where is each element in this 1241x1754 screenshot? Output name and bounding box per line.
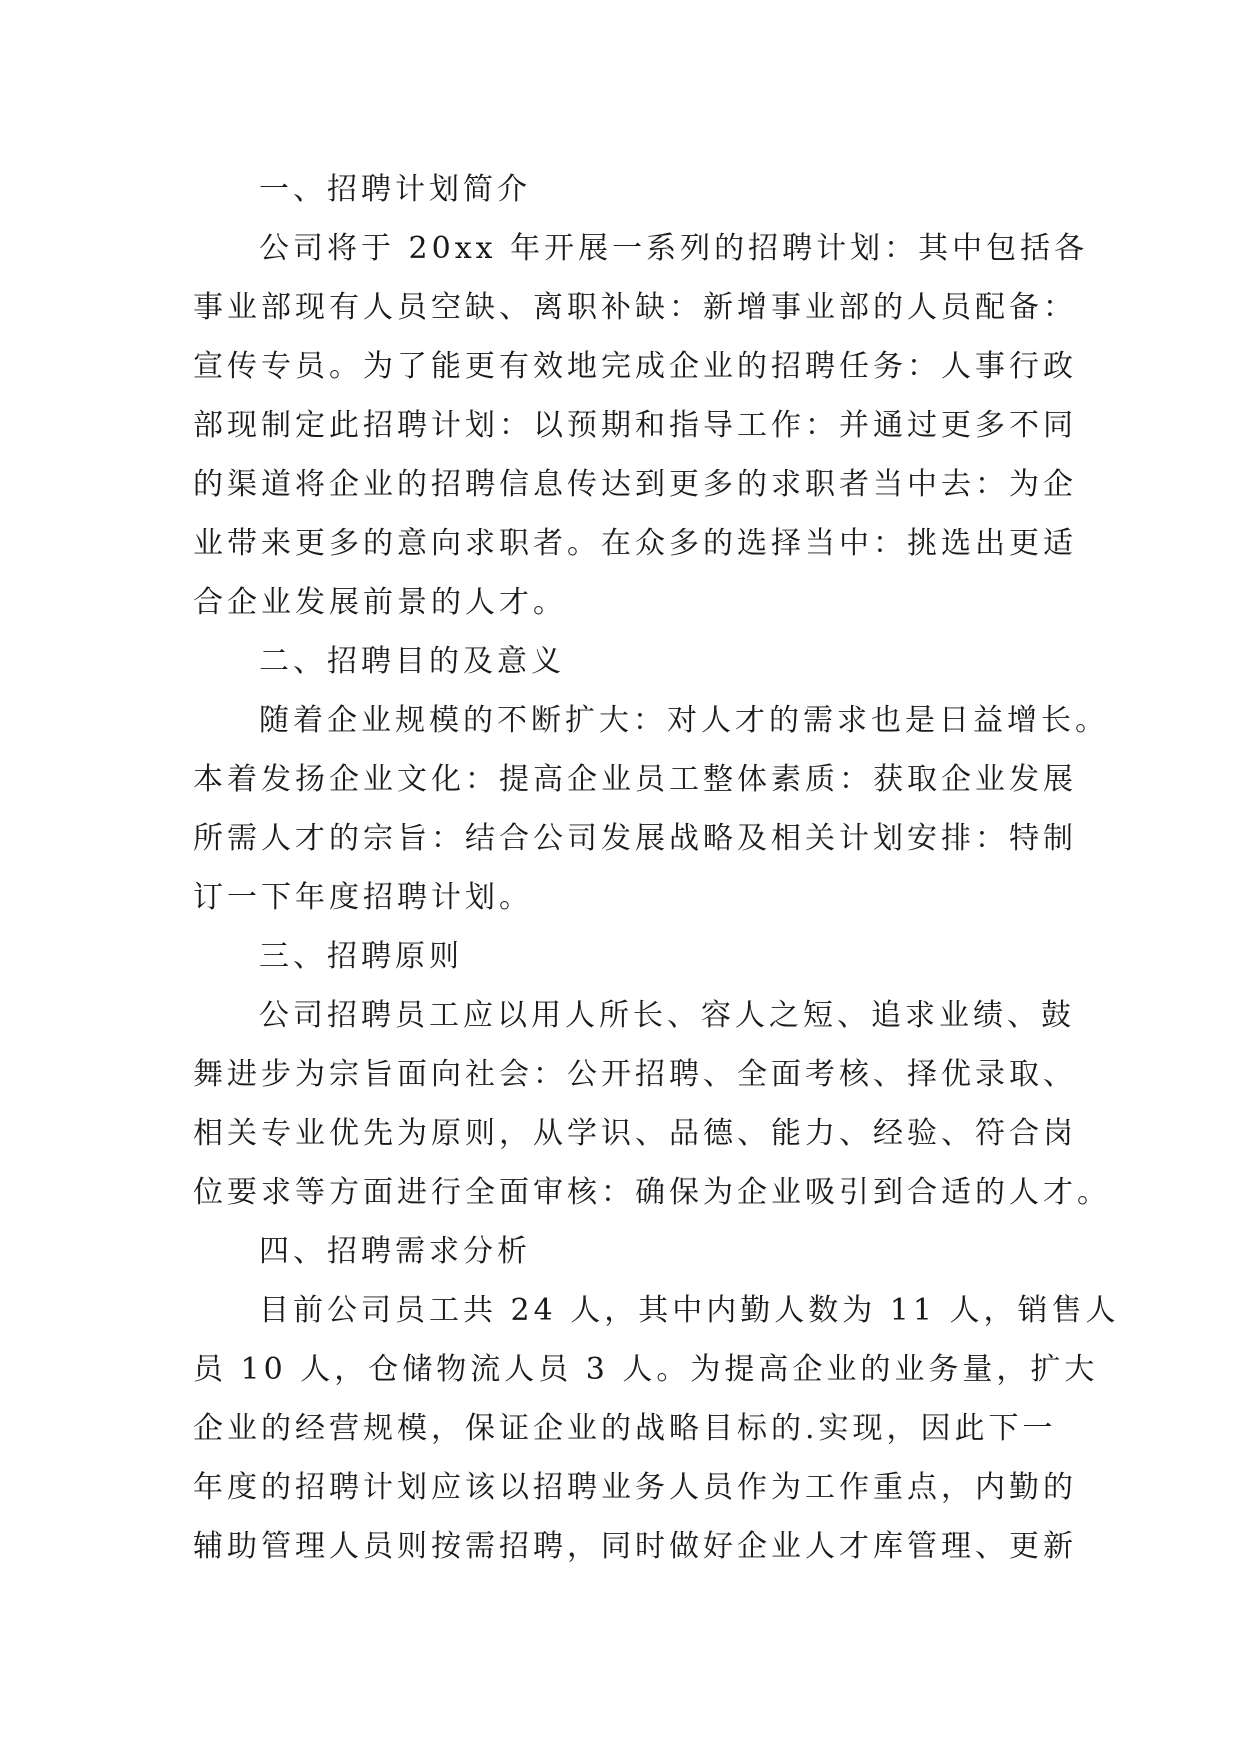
paragraph-line: 辅助管理人员则按需招聘，同时做好企业人才库管理、更新 [193,1529,1077,1564]
paragraph-line: 年度的招聘计划应该以招聘业务人员作为工作重点，内勤的 [193,1470,1077,1505]
heading-section-4: 四、招聘需求分析 [259,1234,531,1269]
paragraph-line: 公司将于 20xx 年开展一系列的招聘计划：其中包括各 [259,231,1089,266]
document-body [193,160,1120,1576]
paragraph-line: 公司招聘员工应以用人所长、容人之短、追求业绩、鼓 [259,998,1075,1033]
heading-section-3: 三、招聘原则 [259,939,463,974]
paragraph-line: 员 10 人，仓储物流人员 3 人。为提高企业的业务量，扩大 [193,1352,1099,1387]
paragraph-line: 业带来更多的意向求职者。在众多的选择当中：挑选出更适 [193,526,1077,561]
paragraph-line: 舞进步为宗旨面向社会：公开招聘、全面考核、择优录取、 [193,1057,1077,1092]
paragraph-line: 合企业发展前景的人才。 [193,585,567,620]
paragraph-line: 事业部现有人员空缺、离职补缺：新增事业部的人员配备： [193,290,1077,325]
paragraph-line: 相关专业优先为原则，从学识、品德、能力、经验、符合岗 [193,1116,1077,1151]
paragraph-line: 随着企业规模的不断扩大：对人才的需求也是日益增长。 [259,703,1109,738]
paragraph-line: 目前公司员工共 24 人，其中内勤人数为 11 人，销售人 [259,1293,1120,1328]
heading-section-1: 一、招聘计划简介 [259,172,531,207]
paragraph-line: 部现制定此招聘计划：以预期和指导工作：并通过更多不同 [193,408,1077,443]
paragraph-line: 所需人才的宗旨：结合公司发展战略及相关计划安排：特制 [193,821,1077,856]
paragraph-line: 本着发扬企业文化：提高企业员工整体素质：获取企业发展 [193,762,1077,797]
paragraph-line: 宣传专员。为了能更有效地完成企业的招聘任务：人事行政 [193,349,1077,384]
paragraph-line: 位要求等方面进行全面审核：确保为企业吸引到合适的人才。 [193,1175,1111,1210]
paragraph-line: 的渠道将企业的招聘信息传达到更多的求职者当中去：为企 [193,467,1077,502]
paragraph-line: 订一下年度招聘计划。 [193,880,533,915]
heading-section-2: 二、招聘目的及意义 [259,644,565,679]
paragraph-line: 企业的经营规模，保证企业的战略目标的.实现，因此下一 [193,1411,1057,1446]
